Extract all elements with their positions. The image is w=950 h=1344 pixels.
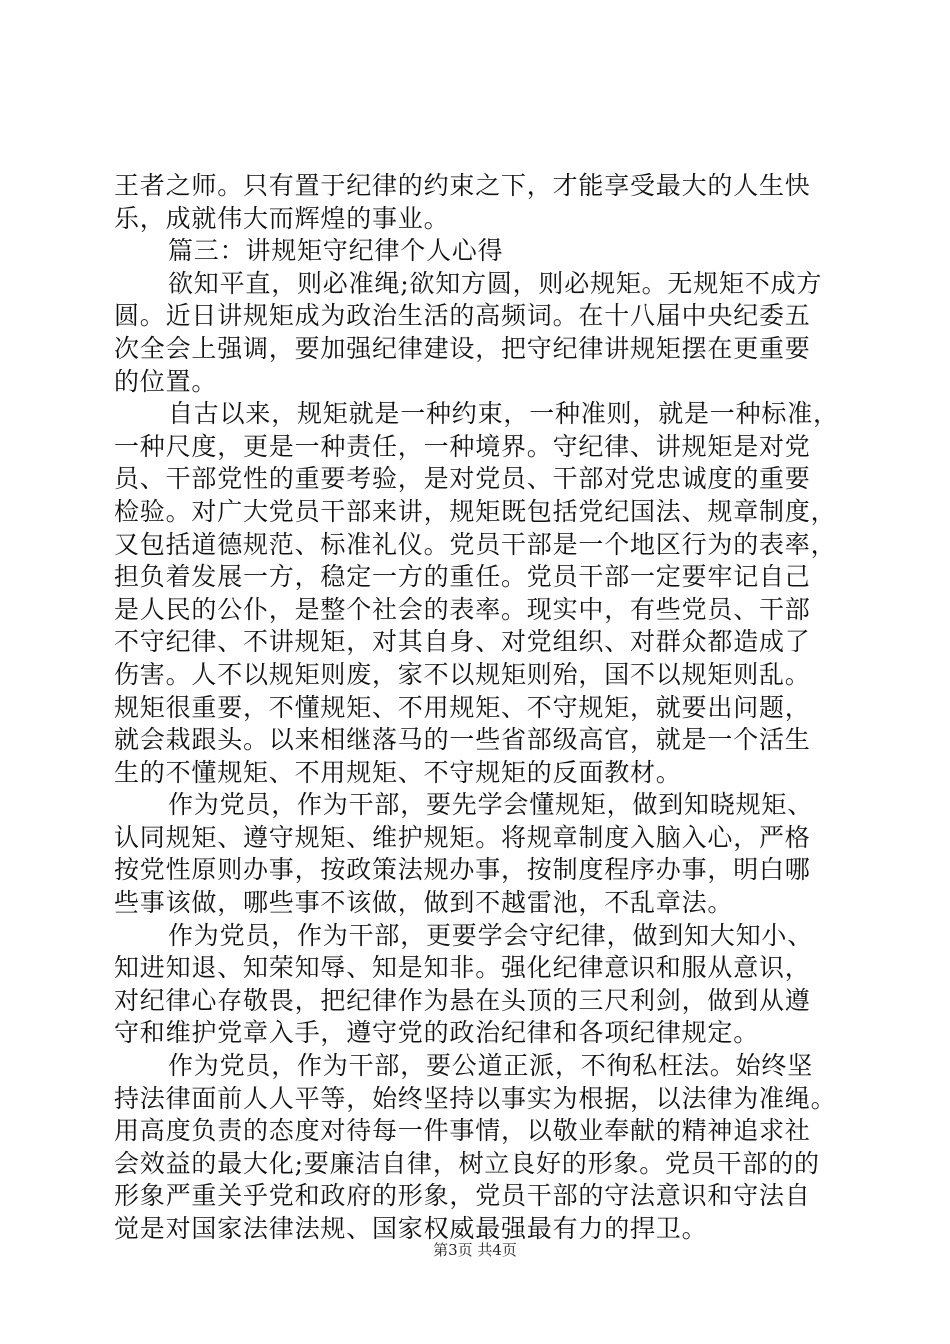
page-number-label: 第3页 共4页	[433, 1241, 517, 1259]
text-line: 担负着发展一方，稳定一方的重任。党员干部一定要牢记自己	[114, 562, 811, 592]
text-line: 会效益的最大化;要廉洁自律，树立良好的形象。党员干部的的	[114, 1148, 820, 1178]
text-line: 圆。近日讲规矩成为政治生活的高频词。在十八届中央纪委五	[114, 301, 811, 331]
text-line: 用高度负责的态度对待每一件事情，以敬业奉献的精神追求社	[114, 1116, 811, 1146]
text-line: 一种尺度，更是一种责任，一种境界。守纪律、讲规矩是对党	[114, 431, 811, 461]
text-line: 形象严重关乎党和政府的形象，党员干部的守法意识和守法自	[114, 1181, 811, 1211]
text-line: 作为党员，作为干部，要先学会懂规矩，做到知晓规矩、	[168, 790, 814, 820]
text-line: 的位置。	[114, 366, 218, 396]
text-line: 不守纪律、不讲规矩，对其自身、对党组织、对群众都造成了	[114, 627, 811, 657]
text-line: 篇三：讲规矩守纪律个人心得	[168, 236, 504, 266]
text-line: 对纪律心存敬畏，把纪律作为悬在头顶的三尺利剑，做到从遵	[114, 985, 811, 1015]
text-line: 守和维护党章入手，遵守党的政治纪律和各项纪律规定。	[114, 1018, 760, 1048]
text-line: 次全会上强调，要加强纪律建设，把守纪律讲规矩摆在更重要	[114, 333, 811, 363]
text-line: 乐，成就伟大而辉煌的事业。	[114, 203, 450, 233]
document-body	[114, 170, 844, 1246]
text-line: 些事该做，哪些事不该做，做到不越雷池，不乱章法。	[114, 888, 734, 918]
text-line: 王者之师。只有置于纪律的约束之下，才能享受最大的人生快	[114, 171, 811, 200]
text-line: 员、干部党性的重要考验，是对党员、干部对党忠诚度的重要	[114, 464, 811, 494]
text-line: 规矩很重要，不懂规矩、不用规矩、不守规矩，就要出问题，	[114, 692, 811, 722]
text-line: 知进知退、知荣知辱、知是知非。强化纪律意识和服从意识，	[114, 953, 811, 983]
text-line: 检验。对广大党员干部来讲，规矩既包括党纪国法、规章制度，	[114, 496, 837, 526]
text-line: 认同规矩、遵守规矩、维护规矩。将规章制度入脑入心，严格	[114, 822, 811, 852]
text-line: 作为党员，作为干部，要公道正派，不徇私枉法。始终坚	[168, 1051, 814, 1081]
text-line: 生的不懂规矩、不用规矩、不守规矩的反面教材。	[114, 757, 682, 787]
text-line: 就会栽跟头。以来相继落马的一些省部级高官，就是一个活生	[114, 725, 811, 755]
text-line: 作为党员，作为干部，更要学会守纪律，做到知大知小、	[168, 920, 814, 950]
text-line: 自古以来，规矩就是一种约束，一种准则，就是一种标准，	[168, 399, 839, 429]
page-footer	[0, 1240, 950, 1260]
text-line: 觉是对国家法律法规、国家权威最强最有力的捍卫。	[114, 1214, 708, 1243]
text-line: 持法律面前人人平等，始终坚持以事实为根据，以法律为准绳。	[114, 1083, 837, 1113]
text-line: 又包括道德规范、标准礼仪。党员干部是一个地区行为的表率，	[114, 529, 837, 559]
text-line: 按党性原则办事，按政策法规办事，按制度程序办事，明白哪	[114, 855, 811, 885]
text-line: 是人民的公仆，是整个社会的表率。现实中，有些党员、干部	[114, 594, 811, 624]
text-line: 伤害。人不以规矩则废，家不以规矩则殆，国不以规矩则乱。	[114, 659, 811, 689]
text-line: 欲知平直，则必准绳;欲知方圆，则必规矩。无规矩不成方	[168, 268, 823, 298]
